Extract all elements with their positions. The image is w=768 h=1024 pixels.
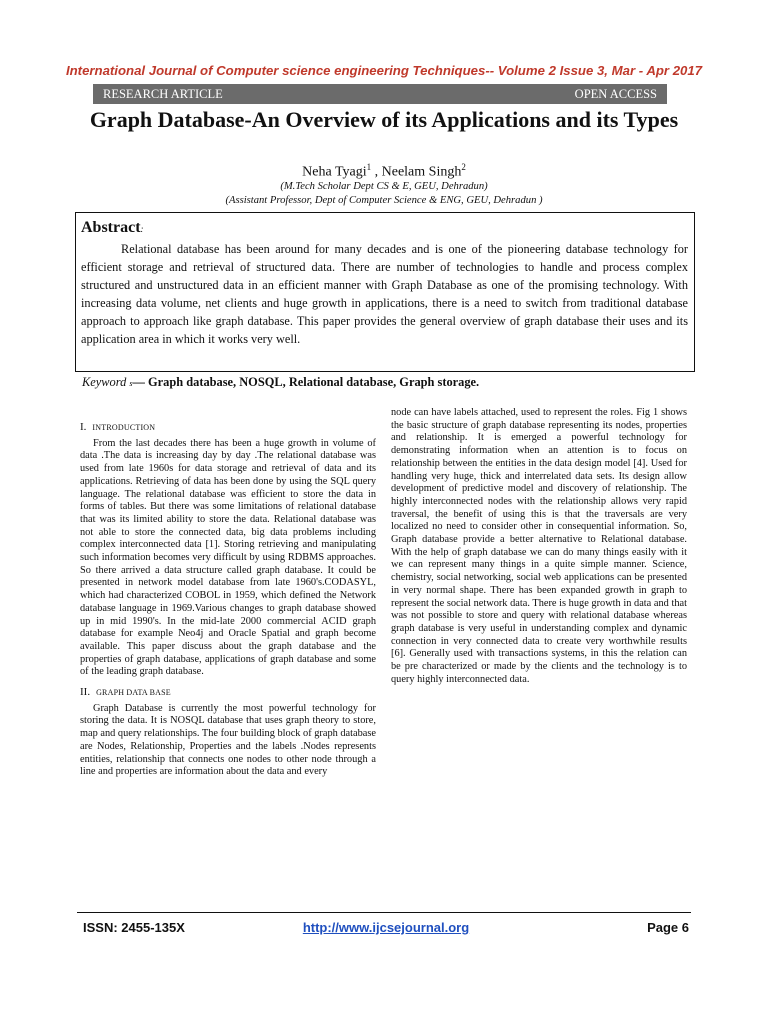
section-paragraph: From the last decades there has been a huge growth in volume of data .The data is increasing day by day .The relational database was used from late 1960s for data storage and retrieval of data and its applications. Retrieving of data has been done by using the SQL query language. The relational database was efficient to store the data in forms of tables. But there was some limitations of relational database that was its limited ability to store the data. Relational database was not able to store the connected data, big data problems including complex interconnected data [1]. Storing retrieving and manipulating such information becomes very difficult by using RDBMS approaches. So there arrived a data structure called graph database. It could be presented in network model database from late 1960's.CODASYL, which had characterized COBOL in 1959, which defined the Network database language in 1969.Various changes to graph database showed up in mid 1990's. In the mid-late 2000 commercial ACID graph database for example Neo4j and Oracle Spatial and graph become available. This paper discuss about the graph database and the properties of graph database, applications of graph database and some of the leading graph database. [80,437,376,678]
article-type-bar [93,84,667,104]
open-access-label: OPEN ACCESS [574,86,657,101]
journal-link[interactable]: http://www.ijcsejournal.org [302,920,470,935]
abstract-heading-text: Abstract [81,219,141,236]
author-affiliation-marker: 2 [461,162,466,172]
abstract-box [75,212,695,372]
affiliation: (Assistant Professor, Dept of Computer Science & ENG, GEU, Dehradun ) [225,195,543,206]
author-name: Neha Tyagi [302,164,367,180]
journal-header: International Journal of Computer science engineering Techniques-- Volume 2 Issue 3, Mar - Apr 2017 [65,63,703,78]
issn: ISSN: 2455-135X [83,920,185,935]
abstract-heading [81,219,688,238]
keywords-label: Keyword s [82,375,133,389]
section-paragraph: node can have labels attached, used to represent the roles. Fig 1 shows the basic structure of graph database representing its nodes, properties and relationship. It is emerged a powerful technology for demonstrating information when an attention is to focus on relationship between the entities in the data design model [4]. Used for handling very huge, thick and interrelated data sets. Its design allow development of predictive model and discovery of relationship. The highly interconnected nodes with the relationship allows very rapid traversal, the benefit of using this is that the traversals are very localized no need to consider other in consequential information. So, Graph database provide a better alternative to Relational database. With the help of graph database we can do many things easily with it we can represent many things in a quite simple manner. Science, chemistry, social networking, social web applications can be presented in very normal shape. There has been expanded growth in graph to represent the social network data. There is huge growth in data and that was not possible to store and query with relational database whereas graph database is very useful in understanding complex and dynamic connection in very connected data to create very worthwhile results [6]. Generally used with transactions systems, in this the relation can be pre characterized or made by the clients and the technology is to query highly interconnected data. [391,407,687,685]
authors [0,162,768,181]
footer [83,920,689,938]
author-affiliation-marker: 1 [366,162,372,172]
footer-divider [77,912,691,913]
keywords-text: Graph database, NOSQL, Relational database, Graph storage. [148,375,480,389]
affiliation: (M.Tech Scholar Dept CS & E, GEU, Dehradun) [280,181,488,192]
left-column [80,421,376,779]
author-separator: , [371,164,382,180]
keywords [82,375,702,390]
section-number: I. [80,421,87,433]
keywords-dash: — [132,375,149,389]
right-column [391,407,687,686]
page-number: Page 6 [647,920,689,935]
section-number: II. [80,686,91,699]
author-name: Neelam Singh [381,164,462,180]
section-heading [80,686,376,700]
paper-title: Graph Database-An Overview of its Applications and its Types [89,107,679,132]
section-title: INTRODUCTION [92,423,156,432]
section-title: GRAPH DATA BASE [96,688,171,698]
abstract-text: Relational database has been around for many decades and is one of the pioneering database technology for efficient storage and retrieval of structured data. There are number of technologies to handle and process complex structured and unstructured data in an efficient manner with Graph Database as one of the promising technology. With increasing data volume, net clients and huge growth in applications, there is a need to switch from traditional database approach to approach like graph database. This paper provides the general overview of graph database their uses and its application area in which it works very well. [81,242,688,347]
research-article-label: RESEARCH ARTICLE [103,86,223,101]
abstract-heading-colon: : [140,224,144,234]
section-heading [80,421,376,435]
section-paragraph: Graph Database is currently the most powerful technology for storing the data. It is NOSQL database that uses graph theory to store, map and query relationships. The four building block of graph database are Nodes, Relationship, Properties and the labels .Nodes represents entities, relationship that connects one nodes to other node through a line and properties are information about the data and every [80,702,376,778]
